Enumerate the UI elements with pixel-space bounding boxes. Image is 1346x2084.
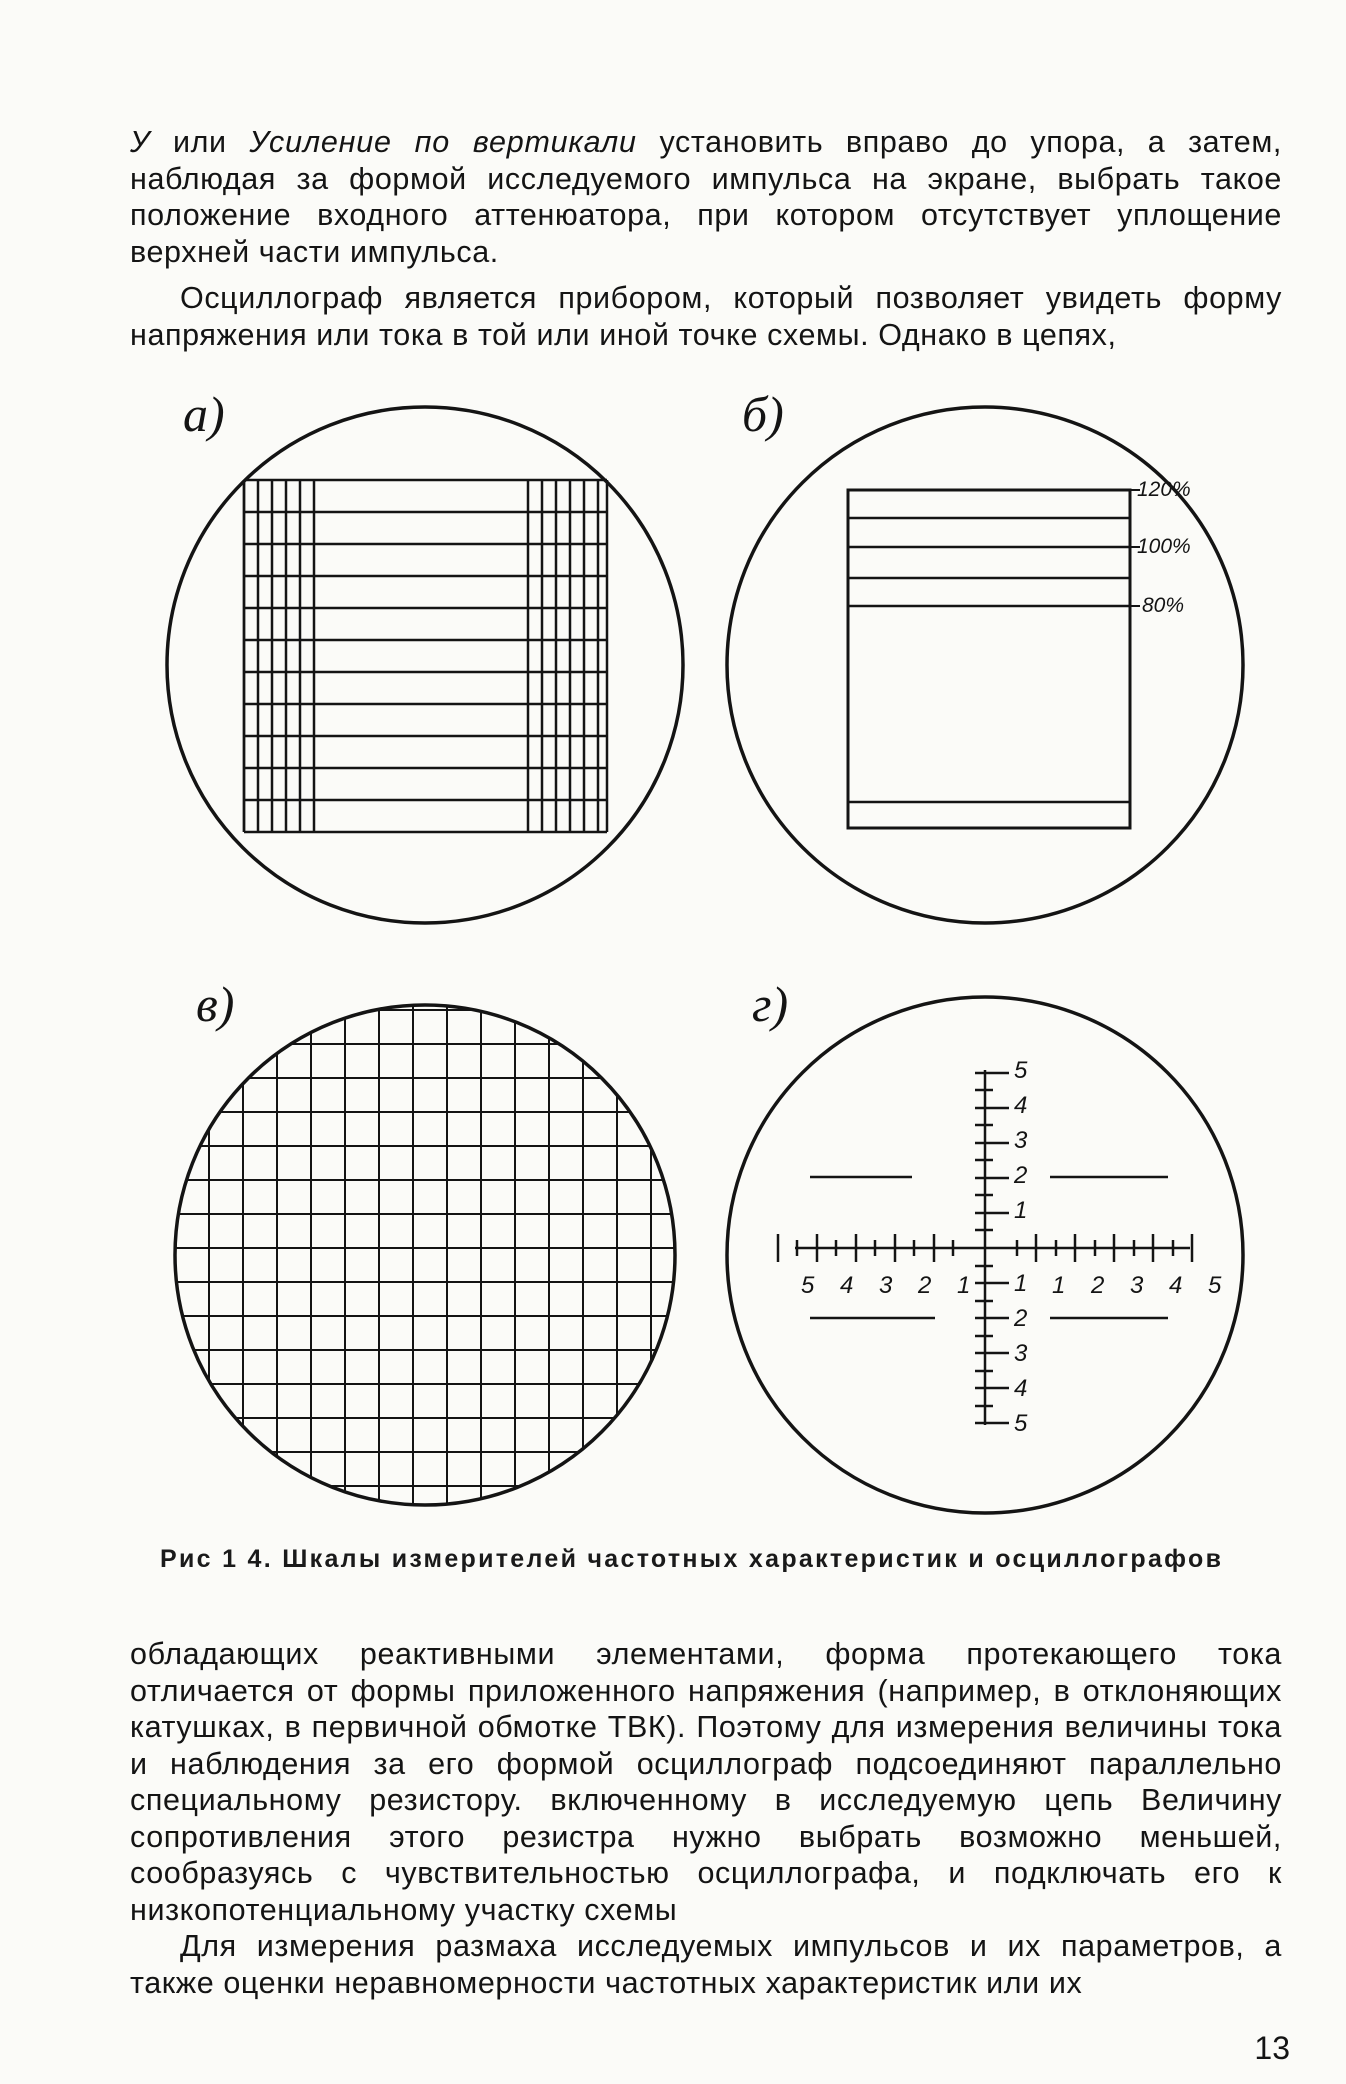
v-down-1: 1 bbox=[1014, 1270, 1028, 1297]
v-down-5: 5 bbox=[1014, 1410, 1028, 1437]
paragraph-3: обладающих реактивными элементами, форма протекающего тока отличается от формы приложенного напряжения (например, в отклоняющих катушках, в первичной обмотке ТВК). Поэтому для измерения величины тока и наблюдения за его формой осциллограф подсоединяют параллельно специальному резистору. включенному в исследуемую цепь Величину сопротивления этого резистра нужно выбрать возможно меньшей, сообразуясь с чувствительностью осциллографа, и подключать его к низкопотенциальному участку схемы bbox=[130, 1637, 1282, 1927]
italic-y: У bbox=[130, 125, 151, 159]
text-or: или bbox=[150, 125, 250, 159]
scale-g bbox=[727, 997, 1243, 1513]
h-right-3: 3 bbox=[1130, 1272, 1144, 1299]
italic-gain-vertical: Усиление по вертикали bbox=[249, 125, 637, 159]
bottom-text bbox=[130, 1636, 1282, 2001]
label-g: г) bbox=[752, 976, 789, 1032]
label-b: б) bbox=[742, 386, 784, 442]
label-a: а) bbox=[183, 386, 225, 442]
percent-100: 100% bbox=[1137, 535, 1191, 558]
v-up-2: 2 bbox=[1014, 1162, 1028, 1189]
h-left-3: 3 bbox=[879, 1272, 893, 1299]
paragraph-1-rest: установить вправо до упора, а затем, наблюдая за формой исследуемого импульса на экране, выбрать такое положение входного аттенюатора, при котором отсутствует уплощение верхней части импульса. bbox=[130, 125, 1282, 269]
scale-a bbox=[167, 407, 683, 923]
v-up-5: 5 bbox=[1014, 1057, 1028, 1084]
rect-b bbox=[848, 490, 1130, 828]
label-v: в) bbox=[196, 976, 235, 1032]
circle-v bbox=[175, 1005, 675, 1505]
h-left-5: 5 bbox=[801, 1272, 815, 1299]
h-left-2: 2 bbox=[918, 1272, 932, 1299]
scale-v bbox=[170, 1000, 680, 1510]
v-up-4: 4 bbox=[1014, 1092, 1028, 1119]
figure-caption: Рис 1 4. Шкалы измерителей частотных характеристик и осциллографов bbox=[160, 1545, 1224, 1573]
h-right-2: 2 bbox=[1091, 1272, 1105, 1299]
h-right-4: 4 bbox=[1169, 1272, 1183, 1299]
h-left-1: 1 bbox=[957, 1272, 971, 1299]
paragraph-2: Осциллограф является прибором, который позволяет увидеть форму напряжения или тока в той или иной точке схемы. Однако в цепях, bbox=[130, 281, 1282, 352]
percent-120: 120% bbox=[1137, 478, 1191, 501]
v-down-3: 3 bbox=[1014, 1340, 1028, 1367]
v-up-1: 1 bbox=[1014, 1197, 1028, 1224]
percent-80: 80% bbox=[1142, 594, 1185, 617]
v-down-4: 4 bbox=[1014, 1375, 1028, 1402]
h-left-4: 4 bbox=[840, 1272, 854, 1299]
h-right-1: 1 bbox=[1052, 1272, 1066, 1299]
paragraph-4: Для измерения размаха исследуемых импульсов и их параметров, а также оценки неравномерности частотных характеристик или их bbox=[130, 1929, 1282, 2000]
v-up-3: 3 bbox=[1014, 1127, 1028, 1154]
h-right-5: 5 bbox=[1208, 1272, 1222, 1299]
v-down-2: 2 bbox=[1014, 1305, 1028, 1332]
page-number: 13 bbox=[1254, 2030, 1290, 2066]
